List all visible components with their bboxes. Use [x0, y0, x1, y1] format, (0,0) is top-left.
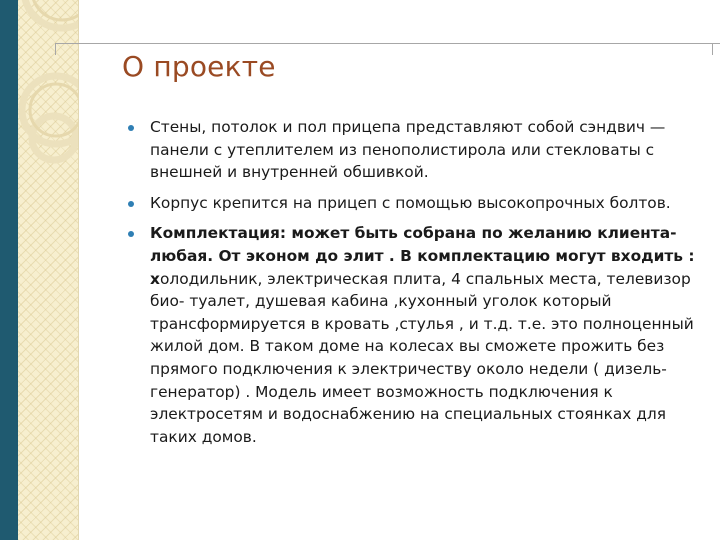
bullet-item — [128, 116, 696, 184]
slide-title: О проекте — [122, 50, 276, 83]
title-rule-tick-right — [712, 43, 713, 55]
bullet-dot-icon — [128, 231, 134, 237]
bullet-text: олодильник, электрическая плита, 4 спальных места, телевизор био- туалет, душевая кабина ,кухонный уголок который трансформируется в кровать ,стулья , и т.д. т.е. это полноценный жилой дом. В таком доме на колесах вы сможете прожить без прямого подключения к электричеству около недели ( дизель-генератор) . Модель имеет возможность подключения к электросетям и водоснабжению на специальных стоянках для таких домов. — [150, 269, 694, 446]
bullet-dot-icon — [128, 125, 134, 131]
decorative-rings-graphic — [18, 0, 78, 540]
title-rule-line — [55, 43, 720, 44]
bullet-dot-icon — [128, 201, 134, 207]
panel-edge-line — [78, 0, 79, 540]
bullet-text: Корпус крепится на прицеп с помощью высокопрочных болтов. — [150, 193, 671, 212]
bullet-bold-text: Комплектация: может быть собрана по желанию клиента- любая. От эконом до элит . В комплектацию могут входить : х — [150, 224, 695, 288]
bullet-item — [128, 222, 696, 448]
decorative-side-panel — [18, 0, 78, 540]
left-color-band — [0, 0, 18, 540]
bullet-text: Стены, потолок и пол прицепа представляют собой сэндвич — панели с утеплителем из пенополистирола или стекловаты с внешней и внутренней обшивкой. — [150, 118, 666, 182]
bullet-item — [128, 192, 696, 215]
bullet-list — [128, 116, 696, 456]
title-rule-tick-left — [55, 43, 56, 55]
